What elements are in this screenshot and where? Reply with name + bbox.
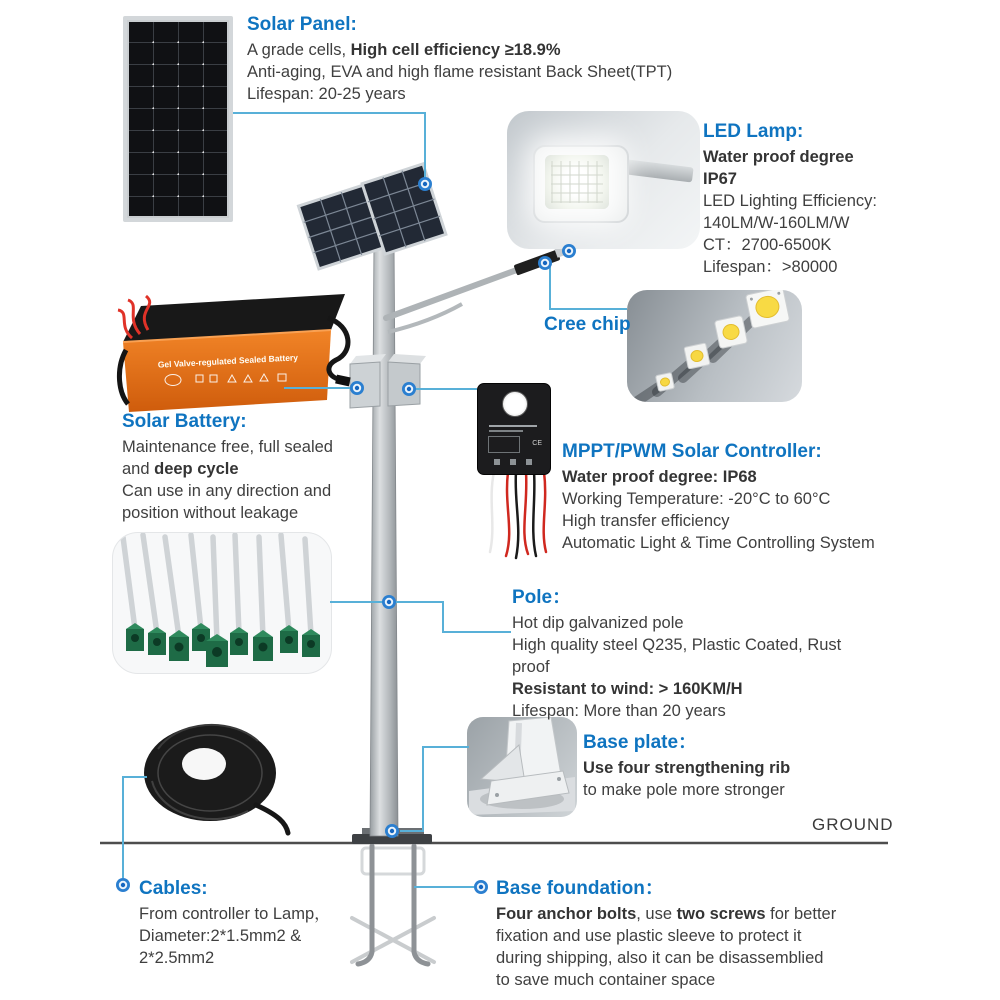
led-lamp-line5: CT：2700-6500K	[703, 236, 832, 254]
cables-heading: Cables:	[139, 878, 208, 899]
base-foundation-line1	[496, 903, 836, 925]
controller-note	[562, 440, 875, 554]
solar-battery-line4: position without leakage	[122, 504, 299, 522]
base-plate-note	[583, 731, 790, 801]
cables-line2: Diameter:2*1.5mm2 &	[139, 927, 302, 945]
text-segment: Four anchor bolts	[496, 905, 637, 923]
solar-battery-heading: Solar Battery:	[122, 411, 247, 432]
battery-label-text: Gel Valve-regulated Sealed Battery	[157, 352, 299, 370]
led-lamp-line1: Water proof degree	[703, 148, 854, 166]
node-dots	[116, 177, 576, 894]
solar-battery-line2	[122, 458, 333, 480]
ground-label: GROUND	[812, 815, 894, 834]
text-segment: for better	[765, 905, 837, 923]
cables-line3: 2*2.5mm2	[139, 949, 215, 967]
connector-cree-chip	[550, 267, 627, 309]
controller-line2: Working Temperature: -20°C to 60°C	[562, 490, 831, 508]
pole-line1: Hot dip galvanized pole	[512, 614, 684, 632]
controller-line4: Automatic Light & Time Controlling System	[562, 534, 875, 552]
base-plate-heading: Base plate：	[583, 732, 698, 753]
solar-battery-line1: Maintenance free, full sealed	[122, 438, 333, 456]
base-plate-line1: Use four strengthening rib	[583, 759, 791, 777]
text-segment: and	[122, 460, 155, 478]
solar-panel-line1	[247, 39, 672, 61]
led-lamp-heading: LED Lamp:	[703, 121, 804, 142]
text-segment: deep cycle	[154, 460, 239, 478]
cree-chip-label: Cree chip	[544, 314, 631, 335]
base-plate-line2: to make pole more stronger	[583, 781, 785, 799]
solar-battery-line3: Can use in any direction and	[122, 482, 332, 500]
connector-base-plate	[400, 747, 469, 831]
controller-line1: Water proof degree: IP68	[562, 468, 757, 486]
text-segment: two screws	[676, 905, 766, 923]
pole-line5: Lifespan: More than 20 years	[512, 702, 726, 720]
solar-battery-note	[122, 410, 333, 524]
text-segment: A grade cells,	[247, 41, 351, 59]
cree-chip-note	[544, 313, 631, 339]
cables-note	[139, 877, 331, 969]
solar-panel-line3: Lifespan: 20-25 years	[247, 85, 406, 103]
connector-solar-panel	[233, 113, 425, 180]
solar-panel-heading: Solar Panel:	[247, 14, 357, 35]
base-foundation-line2: fixation and use plastic sleeve to protect it	[496, 927, 802, 945]
led-lamp-note	[703, 120, 877, 278]
base-foundation-line3: during shipping, also it can be disassemblied	[496, 949, 824, 967]
solar-panel-line2: Anti-aging, EVA and high flame resistant Back Sheet(TPT)	[247, 63, 673, 81]
solar-panel-note	[247, 13, 672, 105]
text-segment: High cell efficiency ≥18.9%	[350, 41, 561, 59]
pole-line2: High quality steel Q235, Plastic Coated, Rust	[512, 636, 842, 654]
pole-heading: Pole：	[512, 587, 572, 608]
led-lamp-line6: Lifespan：>80000	[703, 258, 838, 276]
pole-line4: Resistant to wind: > 160KM/H	[512, 680, 743, 698]
connector-pole	[330, 602, 511, 632]
base-foundation-heading: Base foundation：	[496, 878, 664, 899]
pole-note	[512, 586, 841, 722]
text-segment: , use	[636, 905, 677, 923]
controller-ce-mark: CE	[532, 440, 542, 447]
pole-line3: proof	[512, 658, 550, 676]
connector-cables	[123, 777, 147, 878]
controller-heading: MPPT/PWM Solar Controller:	[562, 441, 822, 462]
led-lamp-line2: IP67	[703, 170, 737, 188]
led-lamp-line3: LED Lighting Efficiency:	[703, 192, 877, 210]
cables-line1: From controller to Lamp，	[139, 905, 331, 923]
led-lamp-line4: 140LM/W-160LM/W	[703, 214, 850, 232]
controller-line3: High transfer efficiency	[562, 512, 730, 530]
base-foundation-line4: to save much container space	[496, 971, 716, 989]
base-foundation-note	[496, 877, 836, 991]
